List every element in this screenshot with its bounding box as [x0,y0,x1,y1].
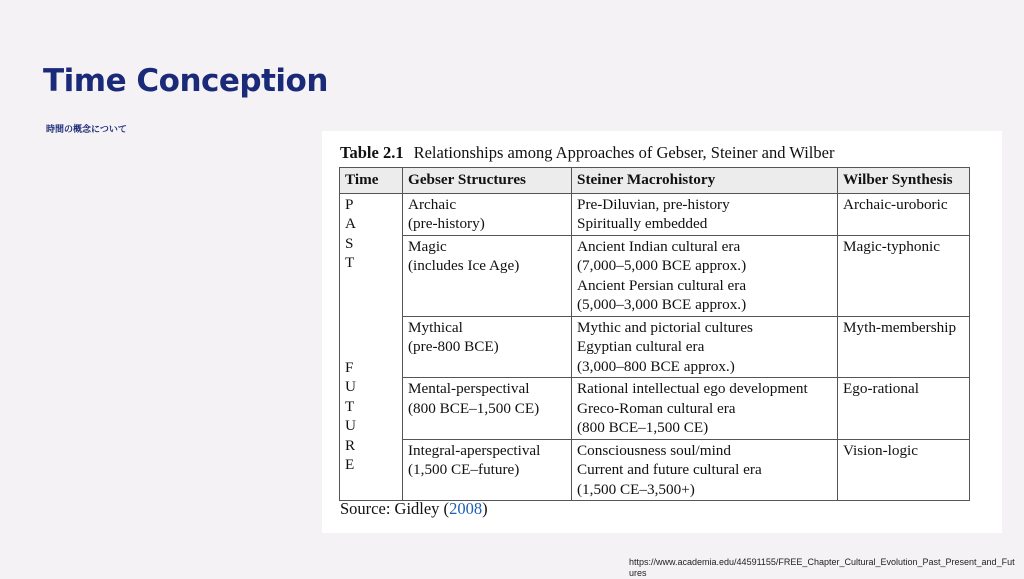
gebser-cell [403,378,572,440]
gebser-line: Archaic [408,195,457,213]
gebser-line: Mental-perspectival [408,380,530,397]
source-url[interactable]: https://www.academia.edu/44591155/FREE_Chapter_Cultural_Evolution_Past_Present_and_Futures [629,557,1015,578]
header-wilber: Wilber Synthesis [838,168,970,194]
table-figure [322,131,1002,533]
time-letter: P [345,195,354,213]
table-row [340,316,970,378]
steiner-line: Consciousness soul/mind [577,441,731,459]
steiner-line: Current and future cultural era [577,461,762,478]
steiner-line: Ancient Indian cultural era [577,237,741,255]
time-future-label [345,358,397,475]
time-letter: S [345,234,354,252]
steiner-cell [572,316,838,378]
table-caption [340,143,834,163]
table-source [340,499,488,519]
gebser-cell [403,193,572,235]
time-letter: F [345,358,354,376]
gebser-line: Integral-aperspectival [408,441,541,459]
time-letter: A [345,215,356,232]
table-row [340,235,970,316]
header-time: Time [340,168,403,194]
steiner-line: Pre-Diluvian, pre-history [577,195,730,213]
steiner-line: Rational intellectual ego development [577,380,808,397]
steiner-line: (3,000–800 BCE approx.) [577,357,735,375]
wilber-cell: Archaic-uroboric [838,193,970,235]
time-letter: R [345,436,356,454]
source-label: Source: Gidley ( [340,499,450,518]
steiner-line: (1,500 CE–3,500+) [577,480,695,498]
steiner-line: Egyptian cultural era [577,338,705,355]
gebser-line: Mythical [408,318,463,336]
time-letter: E [345,456,355,473]
source-close: ) [482,499,488,518]
table-row [340,439,970,501]
time-letter: U [345,378,356,395]
gebser-cell [403,235,572,316]
steiner-cell [572,439,838,501]
header-gebser: Gebser Structures [403,168,572,194]
gebser-line: Magic [408,237,447,255]
steiner-cell [572,235,838,316]
steiner-line: Mythic and pictorial cultures [577,318,753,336]
time-past-label [345,195,397,273]
gebser-line: (includes Ice Age) [408,257,520,274]
steiner-cell [572,193,838,235]
gebser-line: (800 BCE–1,500 CE) [408,399,540,417]
wilber-cell: Vision-logic [838,439,970,501]
steiner-line: (5,000–3,000 BCE approx.) [577,296,747,313]
table-caption-label: Table 2.1 [340,143,404,162]
header-steiner: Steiner Macrohistory [572,168,838,194]
steiner-cell [572,378,838,440]
wilber-cell: Myth-membership [838,316,970,378]
steiner-line: Greco-Roman cultural era [577,399,736,417]
slide-subtitle: 時間の概念について [46,125,127,135]
table-row [340,193,970,235]
table-row [340,378,970,440]
table-caption-text: Relationships among Approaches of Gebser, Steiner and Wilber [413,143,835,162]
gebser-cell [403,439,572,501]
gebser-cell [403,316,572,378]
gebser-line: (1,500 CE–future) [408,461,520,478]
steiner-line: (7,000–5,000 BCE approx.) [577,257,747,274]
time-letter: T [345,254,355,271]
table-header-row [340,168,970,194]
wilber-cell: Magic-typhonic [838,235,970,316]
time-letter: U [345,417,356,434]
time-cell [340,193,403,501]
relationships-table [339,167,970,501]
gebser-line: (pre-800 BCE) [408,338,499,355]
slide-title: Time Conception [43,63,328,99]
steiner-line: Spiritually embedded [577,215,708,232]
steiner-line: Ancient Persian cultural era [577,276,747,294]
time-letter: T [345,397,355,415]
gebser-line: (pre-history) [408,215,485,232]
wilber-cell: Ego-rational [838,378,970,440]
steiner-line: (800 BCE–1,500 CE) [577,419,709,436]
source-year-link[interactable]: 2008 [449,499,483,518]
